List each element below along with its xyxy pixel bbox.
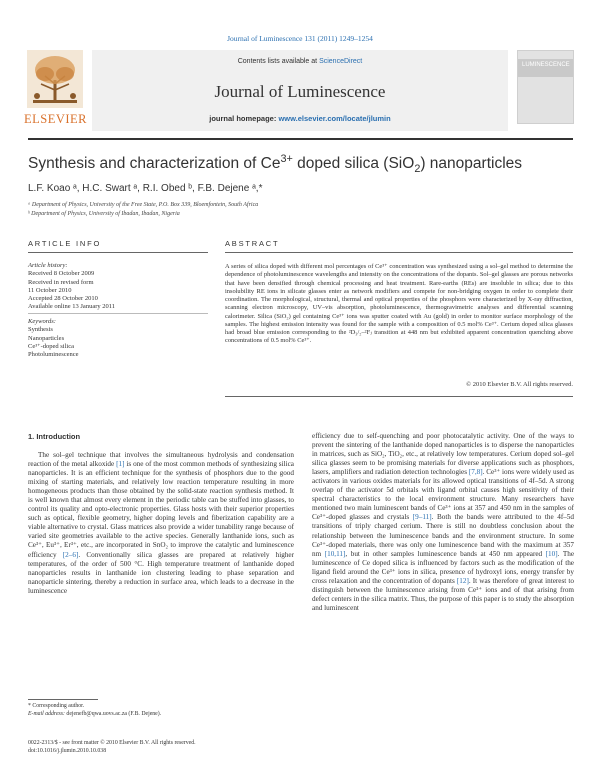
article-title [28,152,588,176]
elsevier-tree-logo-icon [27,50,83,108]
doi-line[interactable]: doi:10.1016/j.jlumin.2010.10.038 [28,748,107,754]
email-note [28,711,161,718]
journal-cover-image [517,50,574,124]
abstract-rule [225,252,573,253]
history-label: Article history: [28,262,68,269]
title-part-2: doped silica (SiO [292,155,415,172]
history-line: Received in revised form [28,278,94,286]
title-part-1: Synthesis and characterization of Ce [28,155,281,172]
citation-link[interactable]: [2–6] [62,550,79,559]
intro-text: , but in other samples luminescence bands at 450 nm appeared [345,549,546,558]
keywords-label: Keywords: [28,318,56,325]
intro-text: . Ce³⁺ ions were widely used as activators in various oxides materials for its allowed optical transitions of 4f–5d. A strong overlap of the activator 5d orbitals with ligand orbital causes high sensitivity of their spectral characteristics to the local environment structure. Many researchers have mentioned two main luminescent bands of Ce³⁺ ions at 357 and 450 nm in the samples of Ce³⁺-doped glasses and crystals [312,468,574,522]
affiliation-a: ᵃ Department of Physics, University of the Free State, P.O. Box 339, Bloemfontein, South Africa [28,202,259,208]
citation-link[interactable]: [9–11] [412,513,432,522]
abstract-bottom-rule [225,396,573,397]
email-label: E-mail address: [28,711,65,717]
homepage-link[interactable]: www.elsevier.com/locate/jlumin [278,114,391,123]
history-line: 11 October 2010 [28,286,72,294]
intro-text: . It was therefore of great interest to distinguish between the luminescence arising from Ce³⁺ ions and of that arising from defect centers in the silica matrix. Thus, the purpose of this paper is to study the absorption and luminescent [312,576,574,612]
title-sup: 3+ [280,152,293,165]
email-value[interactable]: dejenefb@qwa.uovs.ac.za (F.B. Dejene). [64,711,162,717]
title-part-3: ) nanoparticles [420,155,523,172]
footnote-rule [28,699,98,700]
corresponding-author-note: * Corresponding author. [28,703,85,709]
history-line: Received 8 October 2009 [28,270,95,278]
intro-text: efficiency due to self-quenching and poor photocatalytic activity. One of the ways to prevent the sintering of the lanthanide doped nanoparticles is to disperse the nanoparticles in matrices, such as SiO₂, TiO₂, etc., at relatively low temperatures. Cerium doped sol–gel silica glasses seem to be promising materials for diverse applications such as phosphors, lasers, amplifiers and radiation detection technologies [312,432,574,477]
history-line: Accepted 28 October 2010 [28,295,98,303]
intro-text: . Conventionally silica glasses are prepared at relatively higher temperatures, of the order of 500 °C. High temperature treatment of lanthanide doped nanoparticles results in lanthanide ion clustering leading to phase separation and nanoparticle sintering, thereby a reduction in surface area, which leads to a decrease in the luminescence [28,550,294,595]
introduction-heading: 1. Introduction [28,432,81,441]
keyword-item: Ce³⁺-doped silica [28,342,74,350]
header-rule [28,138,573,140]
journal-reference[interactable]: Journal of Luminescence 131 (2011) 1249–1254 [227,34,373,43]
intro-text: . Both the bands were attributed to the 4f–5d transitions of triply charged cerium. There is still no doubtless conclusion about the relationship between the luminescence bands and the environment structure. In some Ce³⁺-doped materials, there was only one luminescence band with the maximum at 357 nm [312,513,574,558]
cover-title: LUMINESCENCE [522,62,570,68]
keyword-item: Photoluminescence [28,351,79,359]
history-line: Available online 13 January 2011 [28,303,116,311]
citation-link[interactable]: [1] [116,460,125,469]
keywords [28,318,79,359]
sciencedirect-link[interactable]: ScienceDirect [319,58,363,65]
elsevier-wordmark: ELSEVIER [24,112,88,126]
intro-right-column [312,432,574,613]
author-list: L.F. Koao ᵃ, H.C. Swart ᵃ, R.I. Obed ᵇ, F.B. Dejene ᵃ,* [28,183,263,194]
intro-left-column [28,451,294,596]
title-sub: 2 [414,163,421,176]
intro-text: The sol–gel technique that involves the simultaneous hydrolysis and condensation reaction of the metal alkoxide [28,451,294,469]
citation-link[interactable]: [7,8] [468,468,483,477]
copyright-notice: © 2010 Elsevier B.V. All rights reserved. [466,381,573,388]
intro-text: . The luminescence of Ce doped silica is influenced by factors such as the modification of the ligand field around the Ce³⁺ ions in silica, presence of hydroxyl ions, energy transfer by cross relaxation and the concentration of dopants [312,549,575,585]
keywords-rule [28,313,208,314]
intro-text: is one of the most common methods of synthesizing silica nanoparticles. It is an efficient technique for the synthesis of phosphors due to the good mixing of starting materials, and relatively low reaction temperature resulting in more homogeneous products than those obtained by the solid-state reaction synthesis method. It is well known that almost every element in the periodic table can be stuffed into glasses, to control its quality and opto-electronic properties. Glass hosts with their superior properties such as optical, flexible geometry, higher doping levels and fiberization capability are a viable alternative to crystal. Glass matrices also provide a wider tunability range because of varied site geometries available to the active species. Generally lanthanide ions, such as Ce³⁺, Eu³⁺, Er³⁺, etc., are incorporated in SnO₂ to improve the catalytic and luminescence efficiency [28,460,294,559]
citation-link[interactable]: [10] [545,549,558,558]
homepage-label: journal homepage: [209,114,277,123]
keyword-item: Nanoparticles [28,334,65,342]
article-info-heading: ARTICLE INFO [28,239,102,248]
citation-link[interactable]: [10,11] [324,549,346,558]
affiliation-b: ᵇ Department of Physics, University of Ibadan, Ibadan, Nigeria [28,211,180,217]
abstract-text: A series of silica doped with different mol percentages of Ce³⁺ concentration was synthesized using a sol–gel method to determine the dependence of photoluminescence wavelengths and intensity on the concentrations of the dopants. Sol–gel glasses are porous networks that have been densified through chemical processing and heat treatment. Rare-earths (REs) are insoluble in silica; due to this insolubility RE ions in silicate glasses enter as network modifiers and compete for non-bridging oxygen in order to complete their coordination. The morphological, structural, thermal and optical properties of the phosphors were characterized by X-ray diffraction, scanning electron microscopy, UV–vis absorption, photoluminescence, thermogravimetric analyses and differential scanning calorimeter. Silica (SiO₂) gel containing Ce³⁺ ions was sputter coated with Au (gold) in order to monitor surface morphology of the samples. The highest emission intensity was found for the sample with a composition of 0.5 mol% Ce³⁺. Cerium doped silica glasses had broad blue emission corresponding to the ²D₃/₂–²Fⱼ transition at 448 nm but exhibited apparent concentration quenching above concentrations of 0.5 mol% Ce³⁺. [225,263,573,345]
article-info-rule [28,252,208,253]
article-history [28,262,115,312]
keyword-item: Synthesis [28,326,53,334]
contents-line [92,58,508,65]
contents-prefix: Contents lists available at [237,58,320,65]
journal-homepage [92,114,508,123]
abstract-heading: ABSTRACT [225,239,280,248]
journal-title: Journal of Luminescence [214,82,386,101]
issn-line: 0022-2313/$ - see front matter © 2010 Elsevier B.V. All rights reserved. [28,740,196,746]
citation-link[interactable]: [12] [456,576,469,585]
